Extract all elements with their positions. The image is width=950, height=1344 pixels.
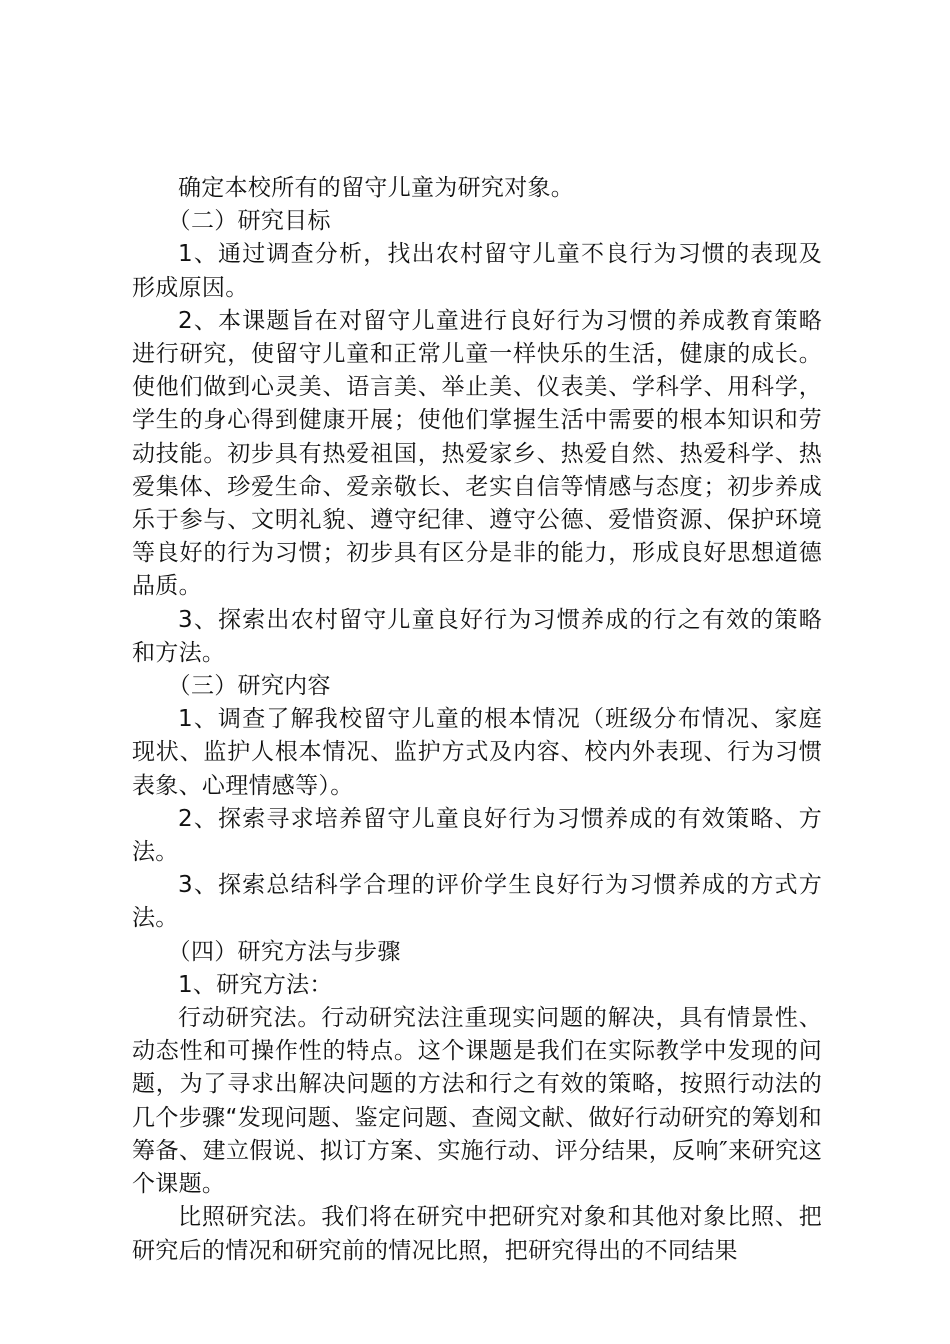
- paragraph-content-2: 2、探索寻求培养留守儿童良好行为习惯养成的有效策略、方法。: [132, 805, 822, 866]
- paragraph-goal-1: 1、通过调查分析，找出农村留守儿童不良行为习惯的表现及形成原因。: [132, 241, 822, 301]
- paragraph-research-subject: 确定本校所有的留守儿童为研究对象。: [178, 175, 575, 201]
- paragraph-goal-3: 3、探索出农村留守儿童良好行为习惯养成的行之有效的策略和方法。: [132, 606, 822, 666]
- document-body: [132, 172, 822, 1268]
- paragraph-action-research: 行动研究法。行动研究法注重现实问题的解决，具有情景性、动态性和可操作性的特点。这个课题是我们在实际教学中发现的问题，为了寻求出解决问题的方法和行之有效的策略，按照行动法的几个步骤“发现问题、鉴定问题、查阅文献、做好行动研究的筹划和筹备、建立假说、拟订方案、实施行动、评分结果，反响″来研究这个课题。: [132, 1005, 822, 1198]
- paragraph-content-1: 1、调查了解我校留守儿童的根本情况（班级分布情况、家庭现状、监护人根本情况、监护方式及内容、校内外表现、行为习惯表象、心理情感等）。: [132, 706, 822, 799]
- paragraph-methods-label: 1、研究方法：: [178, 971, 333, 998]
- section-heading-methods-steps: （四）研究方法与步骤: [167, 938, 401, 965]
- section-heading-research-goals: （二）研究目标: [167, 208, 331, 235]
- paragraph-goal-2: 2、本课题旨在对留守儿童进行良好行为习惯的养成教育策略进行研究，使留守儿童和正常儿童一样快乐的生活，健康的成长。使他们做到心灵美、语言美、举止美、仪表美、学科学、用科学，学生的身心得到健康开展；使他们掌握生活中需要的根本知识和劳动技能。初步具有热爱祖国，热爱家乡、热爱自然、热爱科学、热爱集体、珍爱生命、爱亲敬长、老实自信等情感与态度；初步养成乐于参与、文明礼貌、遵守纪律、遵守公德、爱惜资源、保护环境等良好的行为习惯；初步具有区分是非的能力，形成良好思想道德品质。: [132, 307, 822, 600]
- paragraph-content-3: 3、探索总结科学合理的评价学生良好行为习惯养成的方式方法。: [132, 872, 822, 932]
- paragraph-comparative-research: 比照研究法。我们将在研究中把研究对象和其他对象比照、把研究后的情况和研究前的情况比照，把研究得出的不同结果: [132, 1204, 822, 1264]
- section-heading-research-content: （三）研究内容: [167, 673, 331, 700]
